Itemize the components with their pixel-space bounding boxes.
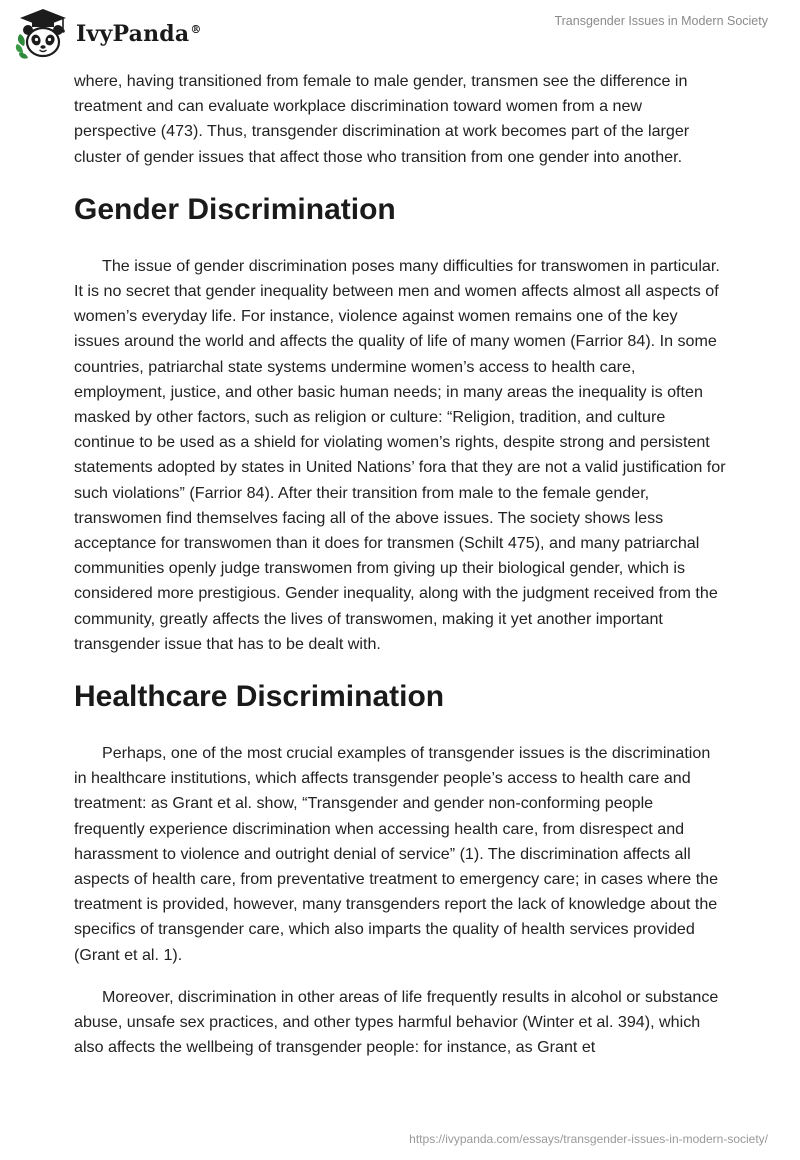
page-header — [0, 0, 800, 72]
section-heading-healthcare-discrimination: Healthcare Discrimination — [74, 680, 445, 714]
intro-paragraph: where, having transitioned from female to male gender, transmen see the difference in treatment and can evaluate workplace discrimination toward women from a new perspective (473). Thus, transgender discrimination at work becomes part of the larger cluster of gender issues that affect those who transition from one gender into another. — [74, 72, 690, 166]
healthcare-paragraph-1: Perhaps, one of the most crucial examples of transgender issues is the discrimination in healthcare institutions, which affects transgender people’s access to health care and treatment: as Grant et al. show, “Transgender and gender non-conforming people frequently experience discrimination when accessing health care, from disrespect and harassment to violence and outright denial of service” (1). The discrimination affects all aspects of health care, from preventative treatment to emergency care; in cases where the treatment is provided, however, many transgenders report the lack of knowledge about the specifics of transgender care, which also imparts the quality of health services provided (Grant et al. 1). — [74, 744, 719, 964]
essay-body — [74, 69, 726, 1061]
gender-discrimination-paragraph: The issue of gender discrimination poses many difficulties for transwomen in particular. It is no secret that gender inequality between men and women affects almost all aspects of women’s everyday life. For instance, violence against women remains one of the key issues around the world and affects the quality of life of many women (Farrior 84). In some countries, patriarchal state systems undermine women’s access to health care, employment, justice, and other basic human needs; in many areas the inequality is often masked by other factors, such as religion or culture: “Religion, tradition, and culture continue to be used as a shield for violating women’s rights, despite strong and persistent statements adopted by states in United Nations’ fora that they are not a valid justification for such violations” (Farrior 84). After their transition from male to the female gender, transwomen find themselves facing all of the above issues. The society shows less acceptance for transwomen than it does for transmen (Schilt 475), and many patriarchal communities openly judge transwomen from giving up their biological gender, which is considered more prestigious. Gender inequality, along with the judgment received from the community, greatly affects the lives of transwomen, making it yet another important transgender issue that has to be dealt with. — [74, 256, 726, 653]
panda-graduate-icon — [14, 6, 72, 62]
source-url[interactable]: https://ivypanda.com/essays/transgender-issues-in-modern-society/ — [409, 1132, 768, 1146]
healthcare-paragraph-2: Moreover, discrimination in other areas of life frequently results in alcohol or substance abuse, unsafe sex practices, and other types harmful behavior (Winter et al. 394), which also affects the wellbeing of transgender people: for instance, as Grant et — [74, 987, 719, 1057]
brand-name: IvyPanda® — [76, 21, 202, 47]
ivypanda-logo[interactable] — [14, 6, 202, 62]
document-title: Transgender Issues in Modern Society — [554, 14, 768, 28]
section-heading-gender-discrimination: Gender Discrimination — [74, 192, 396, 226]
